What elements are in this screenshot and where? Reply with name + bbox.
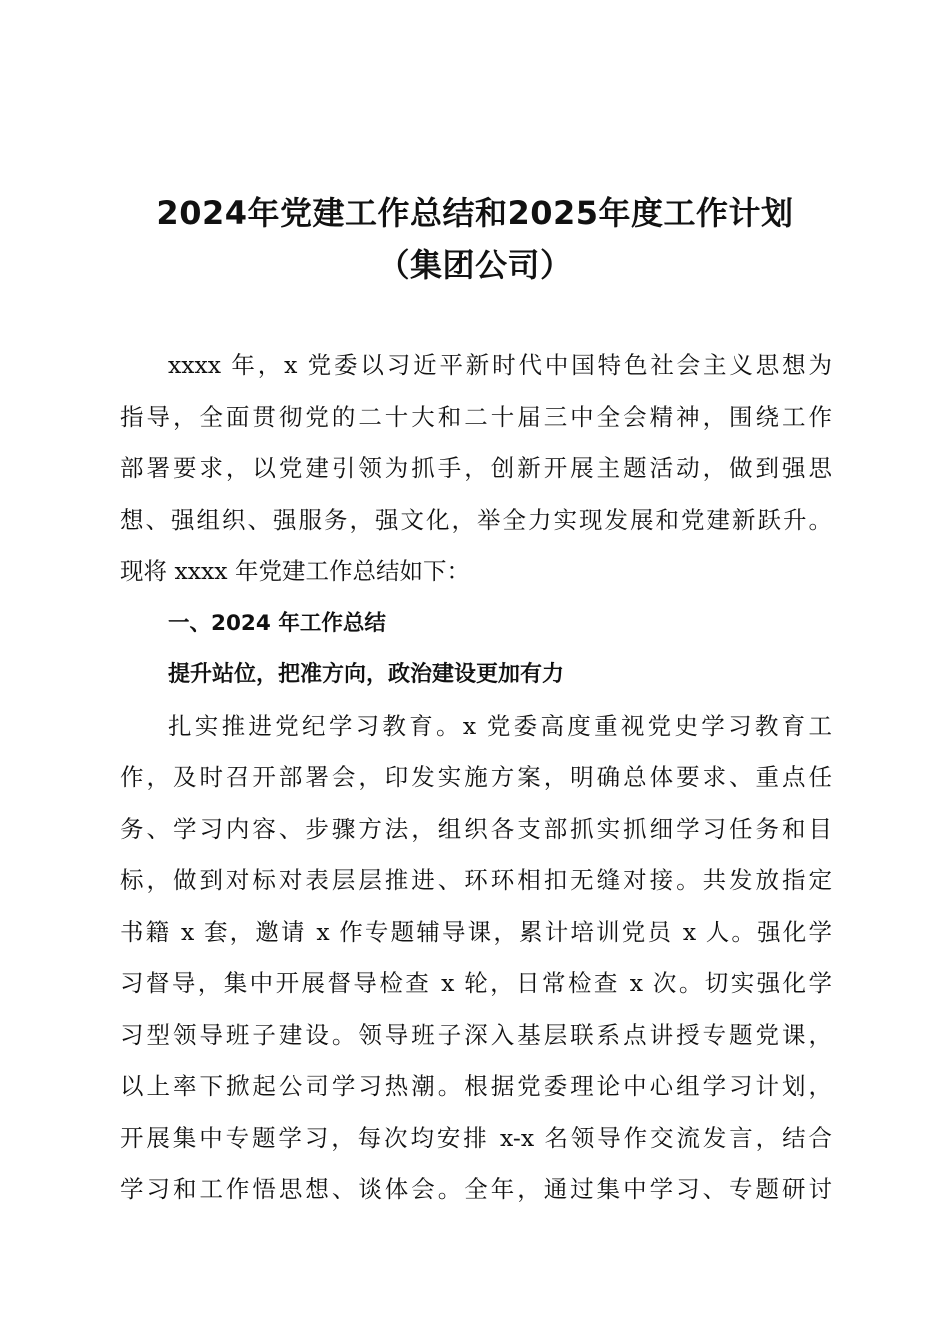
document-body [120, 340, 832, 1216]
section-heading: 一、2024 年工作总结 [168, 610, 386, 636]
body-line: 标，做到对标对表层层推进、环环相扣无缝对接。共发放指定 [120, 866, 832, 894]
body-line: 学习和工作悟思想、谈体会。全年，通过集中学习、专题研讨 [120, 1175, 832, 1203]
body-line: 习型领导班子建设。领导班子深入基层联系点讲授专题党课， [120, 1020, 832, 1049]
body-line: 以上率下掀起公司学习热潮。根据党委理论中心组学习计划， [120, 1072, 832, 1100]
intro-line: 部署要求，以党建引领为抓手，创新开展主题活动，做到强思 [120, 454, 832, 482]
body-line: 书籍 x 套，邀请 x 作专题辅导课，累计培训党员 x 人。强化学 [120, 917, 832, 946]
subsection-heading: 提升站位，把准方向，政治建设更加有力 [168, 661, 565, 687]
document-subtitle: （集团公司） [377, 246, 573, 284]
body-line: 务、学习内容、步骤方法，组织各支部抓实抓细学习任务和目 [120, 814, 832, 843]
intro-line: xxxx 年，x 党委以习近平新时代中国特色社会主义思想为 [168, 351, 832, 379]
body-line: 作，及时召开部署会，印发实施方案，明确总体要求、重点任 [120, 763, 832, 791]
intro-line: 现将 xxxx 年党建工作总结如下： [120, 557, 470, 585]
intro-line: 指导，全面贯彻党的二十大和二十届三中全会精神，围绕工作 [120, 402, 832, 431]
document-title: 2024年党建工作总结和2025年度工作计划 [156, 194, 794, 232]
body-line: 扎实推进党纪学习教育。x 党委高度重视党史学习教育工 [168, 711, 832, 740]
body-line: 开展集中专题学习，每次均安排 x-x 名领导作交流发言，结合 [120, 1123, 832, 1152]
body-line: 习督导，集中开展督导检查 x 轮，日常检查 x 次。切实强化学 [120, 969, 832, 997]
intro-line: 想、强组织、强服务，强文化，举全力实现发展和党建新跃升。 [120, 505, 832, 534]
